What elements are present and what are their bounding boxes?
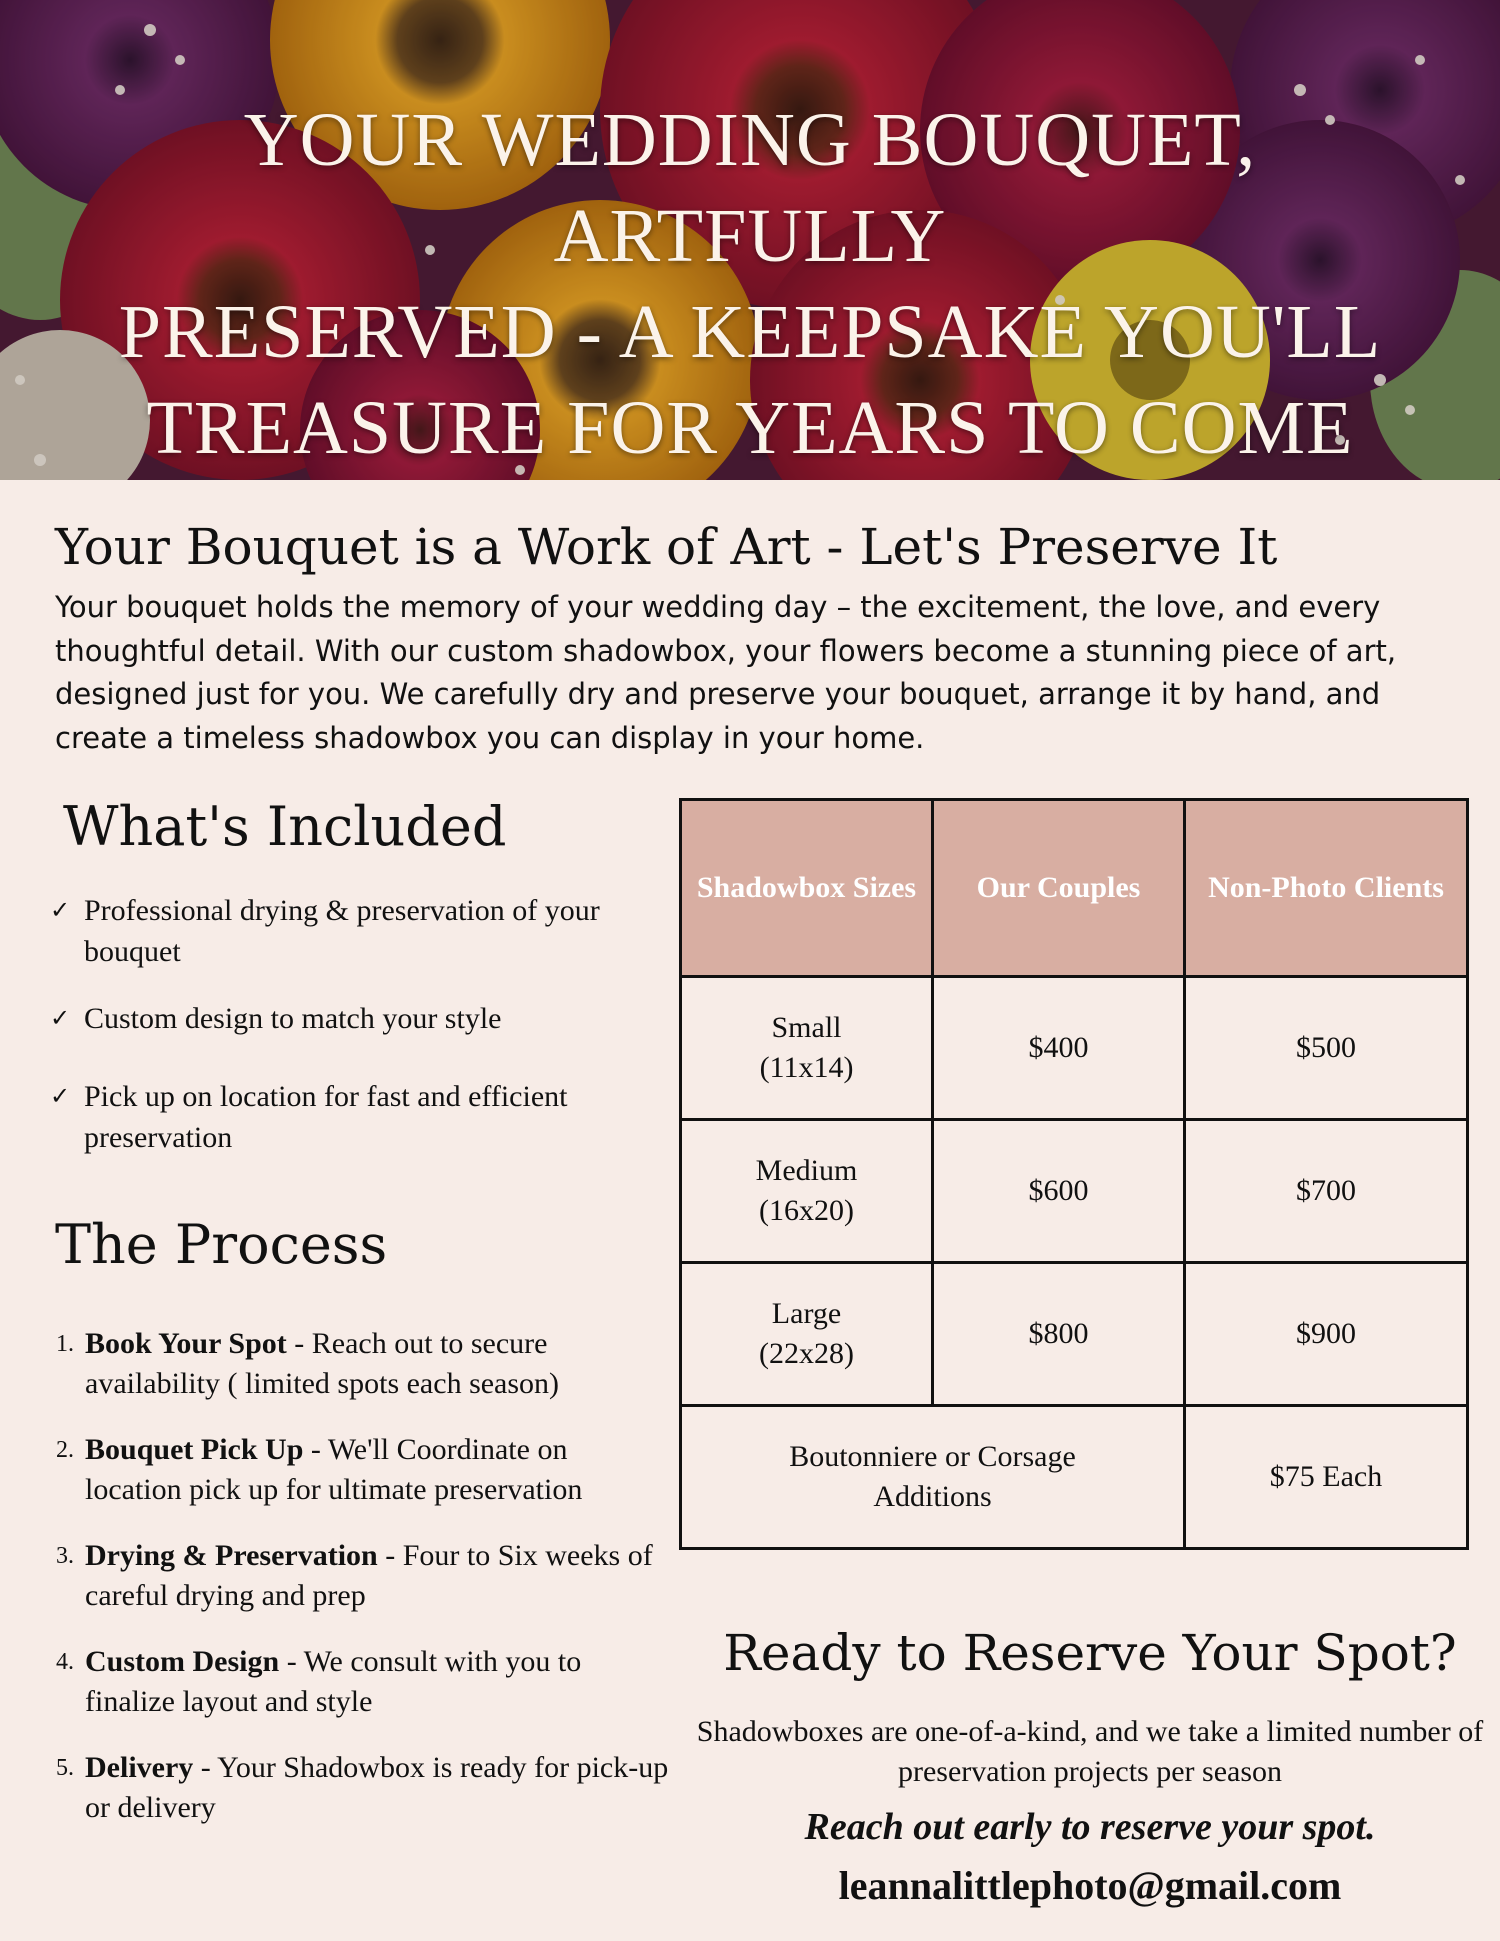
included-item-text: Professional drying & preservation of your bouquet [84,894,600,968]
size-cell [681,1120,933,1263]
nonphoto-price: $900 [1185,1263,1468,1406]
size-dims: (22x28) [759,1337,854,1370]
included-list [50,890,610,1158]
hero-title-line: TREASURE FOR YEARS TO COME [146,386,1354,470]
couples-price: $800 [933,1263,1185,1406]
process-step [50,1324,670,1430]
table-row-addon [681,1406,1468,1549]
table-header-row [681,800,1468,977]
header-sizes: Shadowbox Sizes [681,800,933,977]
step-number: 4. [56,1649,74,1675]
included-item-text: Custom design to match your style [84,1002,502,1035]
included-heading: What's Included [63,795,507,858]
hero-title-line: PRESERVED - A KEEPSAKE YOU'LL [118,290,1382,374]
step-title: Book Your Spot [85,1327,287,1360]
size-name: Small [771,1011,842,1044]
addon-price: $75 Each [1185,1406,1468,1549]
process-steps [50,1324,670,1854]
list-item [50,998,610,1076]
process-step [50,1536,670,1642]
step-description: - Your Shadowbox is ready for pick-up or delivery [85,1751,669,1824]
step-number: 5. [56,1755,74,1781]
list-item [50,1076,610,1158]
size-cell [681,977,933,1120]
step-number: 3. [56,1543,74,1569]
process-step [50,1642,670,1748]
table-row [681,1120,1468,1263]
step-title: Drying & Preservation [85,1539,378,1572]
couples-price: $400 [933,977,1185,1120]
nonphoto-price: $500 [1185,977,1468,1120]
hero-title [60,92,1440,476]
header-our-couples: Our Couples [933,800,1185,977]
step-description: - We'll Coordinate on location pick up for ultimate preservation [85,1433,583,1506]
cta-body: Shadowboxes are one-of-a-kind, and we take a limited number of preservation projects per season [696,1715,1484,1788]
step-description: - Reach out to secure availability ( limited spots each season) [85,1327,560,1400]
table-row [681,977,1468,1120]
list-item [50,890,610,998]
nonphoto-price: $700 [1185,1120,1468,1263]
table-row [681,1263,1468,1406]
couples-price: $600 [933,1120,1185,1263]
pricing-table [679,798,1469,1550]
step-title: Custom Design [85,1645,280,1678]
hero-title-line: YOUR WEDDING BOUQUET, ARTFULLY [243,98,1257,278]
checkmark-icon: ✓ [50,1004,71,1032]
cta-emphasis: Reach out early to reserve your spot. [804,1806,1376,1848]
cta-heading: Ready to Reserve Your Spot? [723,1624,1457,1682]
size-dims: (11x14) [759,1051,854,1084]
size-cell [681,1263,933,1406]
contact-email: leannalittlephoto@gmail.com [838,1863,1342,1908]
step-number: 1. [56,1331,74,1357]
header-non-photo-clients: Non-Photo Clients [1185,800,1468,977]
step-description: - Four to Six weeks of careful drying and prep [85,1539,653,1612]
process-step [50,1748,670,1854]
step-title: Bouquet Pick Up [85,1433,304,1466]
step-title: Delivery [85,1751,194,1784]
size-name: Large [771,1297,842,1330]
size-name: Medium [755,1154,858,1187]
step-number: 2. [56,1437,74,1463]
intro-heading: Your Bouquet is a Work of Art - Let's Preserve It [55,518,1278,576]
process-heading: The Process [55,1213,388,1276]
process-step [50,1430,670,1536]
size-dims: (16x20) [759,1194,854,1227]
intro-paragraph: Your bouquet holds the memory of your wedding day – the excitement, the love, and every thoughtful detail. With our custom shadowbox, your flowers become a stunning piece of art, designed just for you. We carefully dry and preserve your bouquet, arrange it by hand, and create a timeless shadowbox you can display in your home. [55,590,1397,755]
checkmark-icon: ✓ [50,896,71,924]
hero-banner [0,0,1500,480]
step-description: - We consult with you to finalize layout and style [85,1645,582,1718]
included-item-text: Pick up on location for fast and efficient preservation [84,1080,568,1154]
addon-label: Boutonniere or Corsage Additions [681,1406,1185,1549]
checkmark-icon: ✓ [50,1082,71,1110]
